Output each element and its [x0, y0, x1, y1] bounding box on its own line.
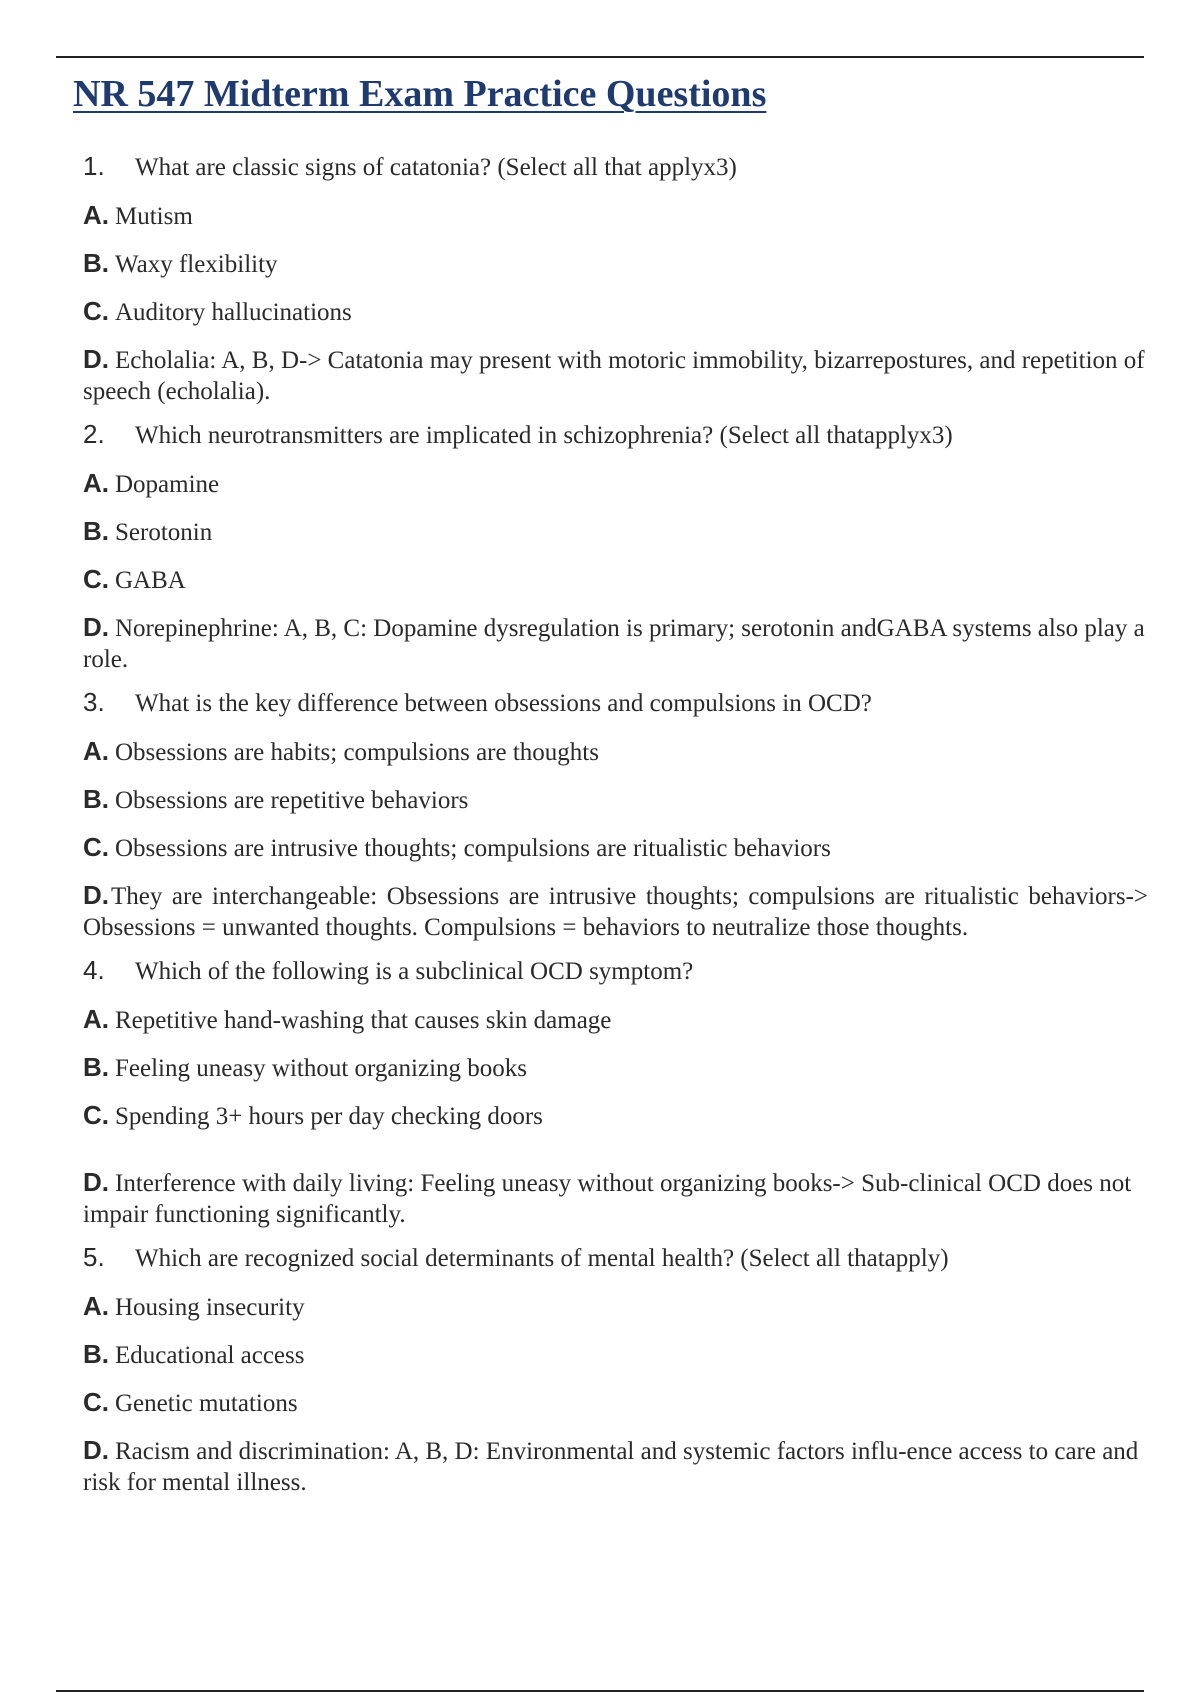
option-letter: C. [83, 832, 109, 862]
option-text: Feeling uneasy without organizing books [115, 1055, 527, 1082]
question-text: What is the key difference between obsessions and compulsions in OCD? [135, 690, 872, 717]
answer-option [83, 729, 1148, 777]
question-1 [83, 148, 1148, 193]
option-letter: A. [83, 736, 109, 766]
question-text: What are classic signs of catatonia? (Select all that applyx3) [135, 154, 737, 181]
option-letter: A. [83, 468, 109, 498]
option-letter: C. [83, 296, 109, 326]
question-3 [83, 684, 1148, 729]
answer-option [83, 461, 1148, 509]
answer-option [83, 241, 1148, 289]
option-text: Serotonin [115, 519, 213, 546]
option-text: Mutism [115, 203, 193, 230]
answer-option [83, 193, 1148, 241]
option-text: Auditory hallucinations [115, 299, 352, 326]
option-text: Racism and discrimination: A, B, D: Environmental and systemic factors influ-ence access to care and risk for mental illness. [83, 1438, 1139, 1496]
option-text: Spending 3+ hours per day checking doors [115, 1103, 543, 1130]
answer-option [83, 557, 1148, 605]
answer-option [83, 1380, 1148, 1428]
question-number: 5. [83, 1242, 105, 1272]
answer-option [83, 825, 1148, 873]
option-text: Obsessions are intrusive thoughts; compulsions are ritualistic behaviors [115, 835, 831, 862]
answer-explanation [83, 1141, 1148, 1239]
question-number: 4. [83, 955, 105, 985]
answer-option [83, 997, 1148, 1045]
option-text: Genetic mutations [115, 1390, 298, 1417]
question-number: 2. [83, 419, 105, 449]
option-text: Obsessions are repetitive behaviors [115, 787, 469, 814]
option-letter: A. [83, 1291, 109, 1321]
question-text: Which of the following is a subclinical OCD symptom? [135, 958, 694, 985]
question-4 [83, 952, 1148, 997]
answer-option [83, 1332, 1148, 1380]
option-text: Echolalia: A, B, D-> Catatonia may present with motoric immobility, bizarrepostures, and repetition of speech (echolalia). [83, 347, 1145, 405]
answer-option [83, 777, 1148, 825]
option-letter: D. [83, 612, 109, 642]
option-text: Repetitive hand-washing that causes skin damage [115, 1007, 612, 1034]
answer-explanation [83, 337, 1148, 416]
option-letter: D. [83, 1435, 109, 1465]
question-2 [83, 416, 1148, 461]
option-text: Dopamine [115, 471, 220, 498]
bottom-rule [56, 1690, 1144, 1692]
question-text: Which neurotransmitters are implicated in schizophrenia? (Select all thatapplyx3) [135, 422, 953, 449]
option-letter: A. [83, 1004, 109, 1034]
answer-option [83, 289, 1148, 337]
question-number: 3. [83, 687, 105, 717]
answer-option [83, 509, 1148, 557]
option-letter: A. [83, 200, 109, 230]
question-list [83, 148, 1148, 1507]
option-letter: C. [83, 564, 109, 594]
top-rule [56, 56, 1144, 58]
option-text: Waxy flexibility [115, 251, 278, 278]
question-5 [83, 1239, 1148, 1284]
option-text: GABA [115, 567, 186, 594]
option-text: Housing insecurity [115, 1294, 305, 1321]
option-text: Educational access [115, 1342, 305, 1369]
option-letter: B. [83, 516, 109, 546]
answer-option [83, 1045, 1148, 1093]
option-letter: D. [83, 344, 109, 374]
answer-explanation [83, 605, 1148, 684]
answer-explanation [83, 873, 1148, 952]
question-number: 1. [83, 151, 105, 181]
question-text: Which are recognized social determinants of mental health? (Select all thatapply) [135, 1245, 949, 1272]
option-letter: B. [83, 1052, 109, 1082]
option-letter: B. [83, 248, 109, 278]
option-text: Norepinephrine: A, B, C: Dopamine dysregulation is primary; serotonin andGABA systems also play a role. [83, 615, 1145, 673]
answer-option [83, 1093, 1148, 1141]
answer-option [83, 1284, 1148, 1332]
answer-explanation [83, 1428, 1148, 1507]
option-text: They are interchangeable: Obsessions are intrusive thoughts; compulsions are ritualistic behaviors-> Obsessions = unwanted thoughts. Compulsions = behaviors to neutralize those thoughts. [83, 883, 1148, 941]
option-letter: B. [83, 1339, 109, 1369]
option-letter: C. [83, 1100, 109, 1130]
option-text: Interference with daily living: Feeling uneasy without organizing books-> Sub-clinical OCD does not impair functioning significantly. [83, 1170, 1132, 1228]
option-letter: D. [83, 880, 109, 910]
option-text: Obsessions are habits; compulsions are thoughts [115, 739, 599, 766]
document-title: NR 547 Midterm Exam Practice Questions [73, 73, 767, 115]
option-letter: B. [83, 784, 109, 814]
option-letter: D. [83, 1167, 109, 1197]
option-letter: C. [83, 1387, 109, 1417]
